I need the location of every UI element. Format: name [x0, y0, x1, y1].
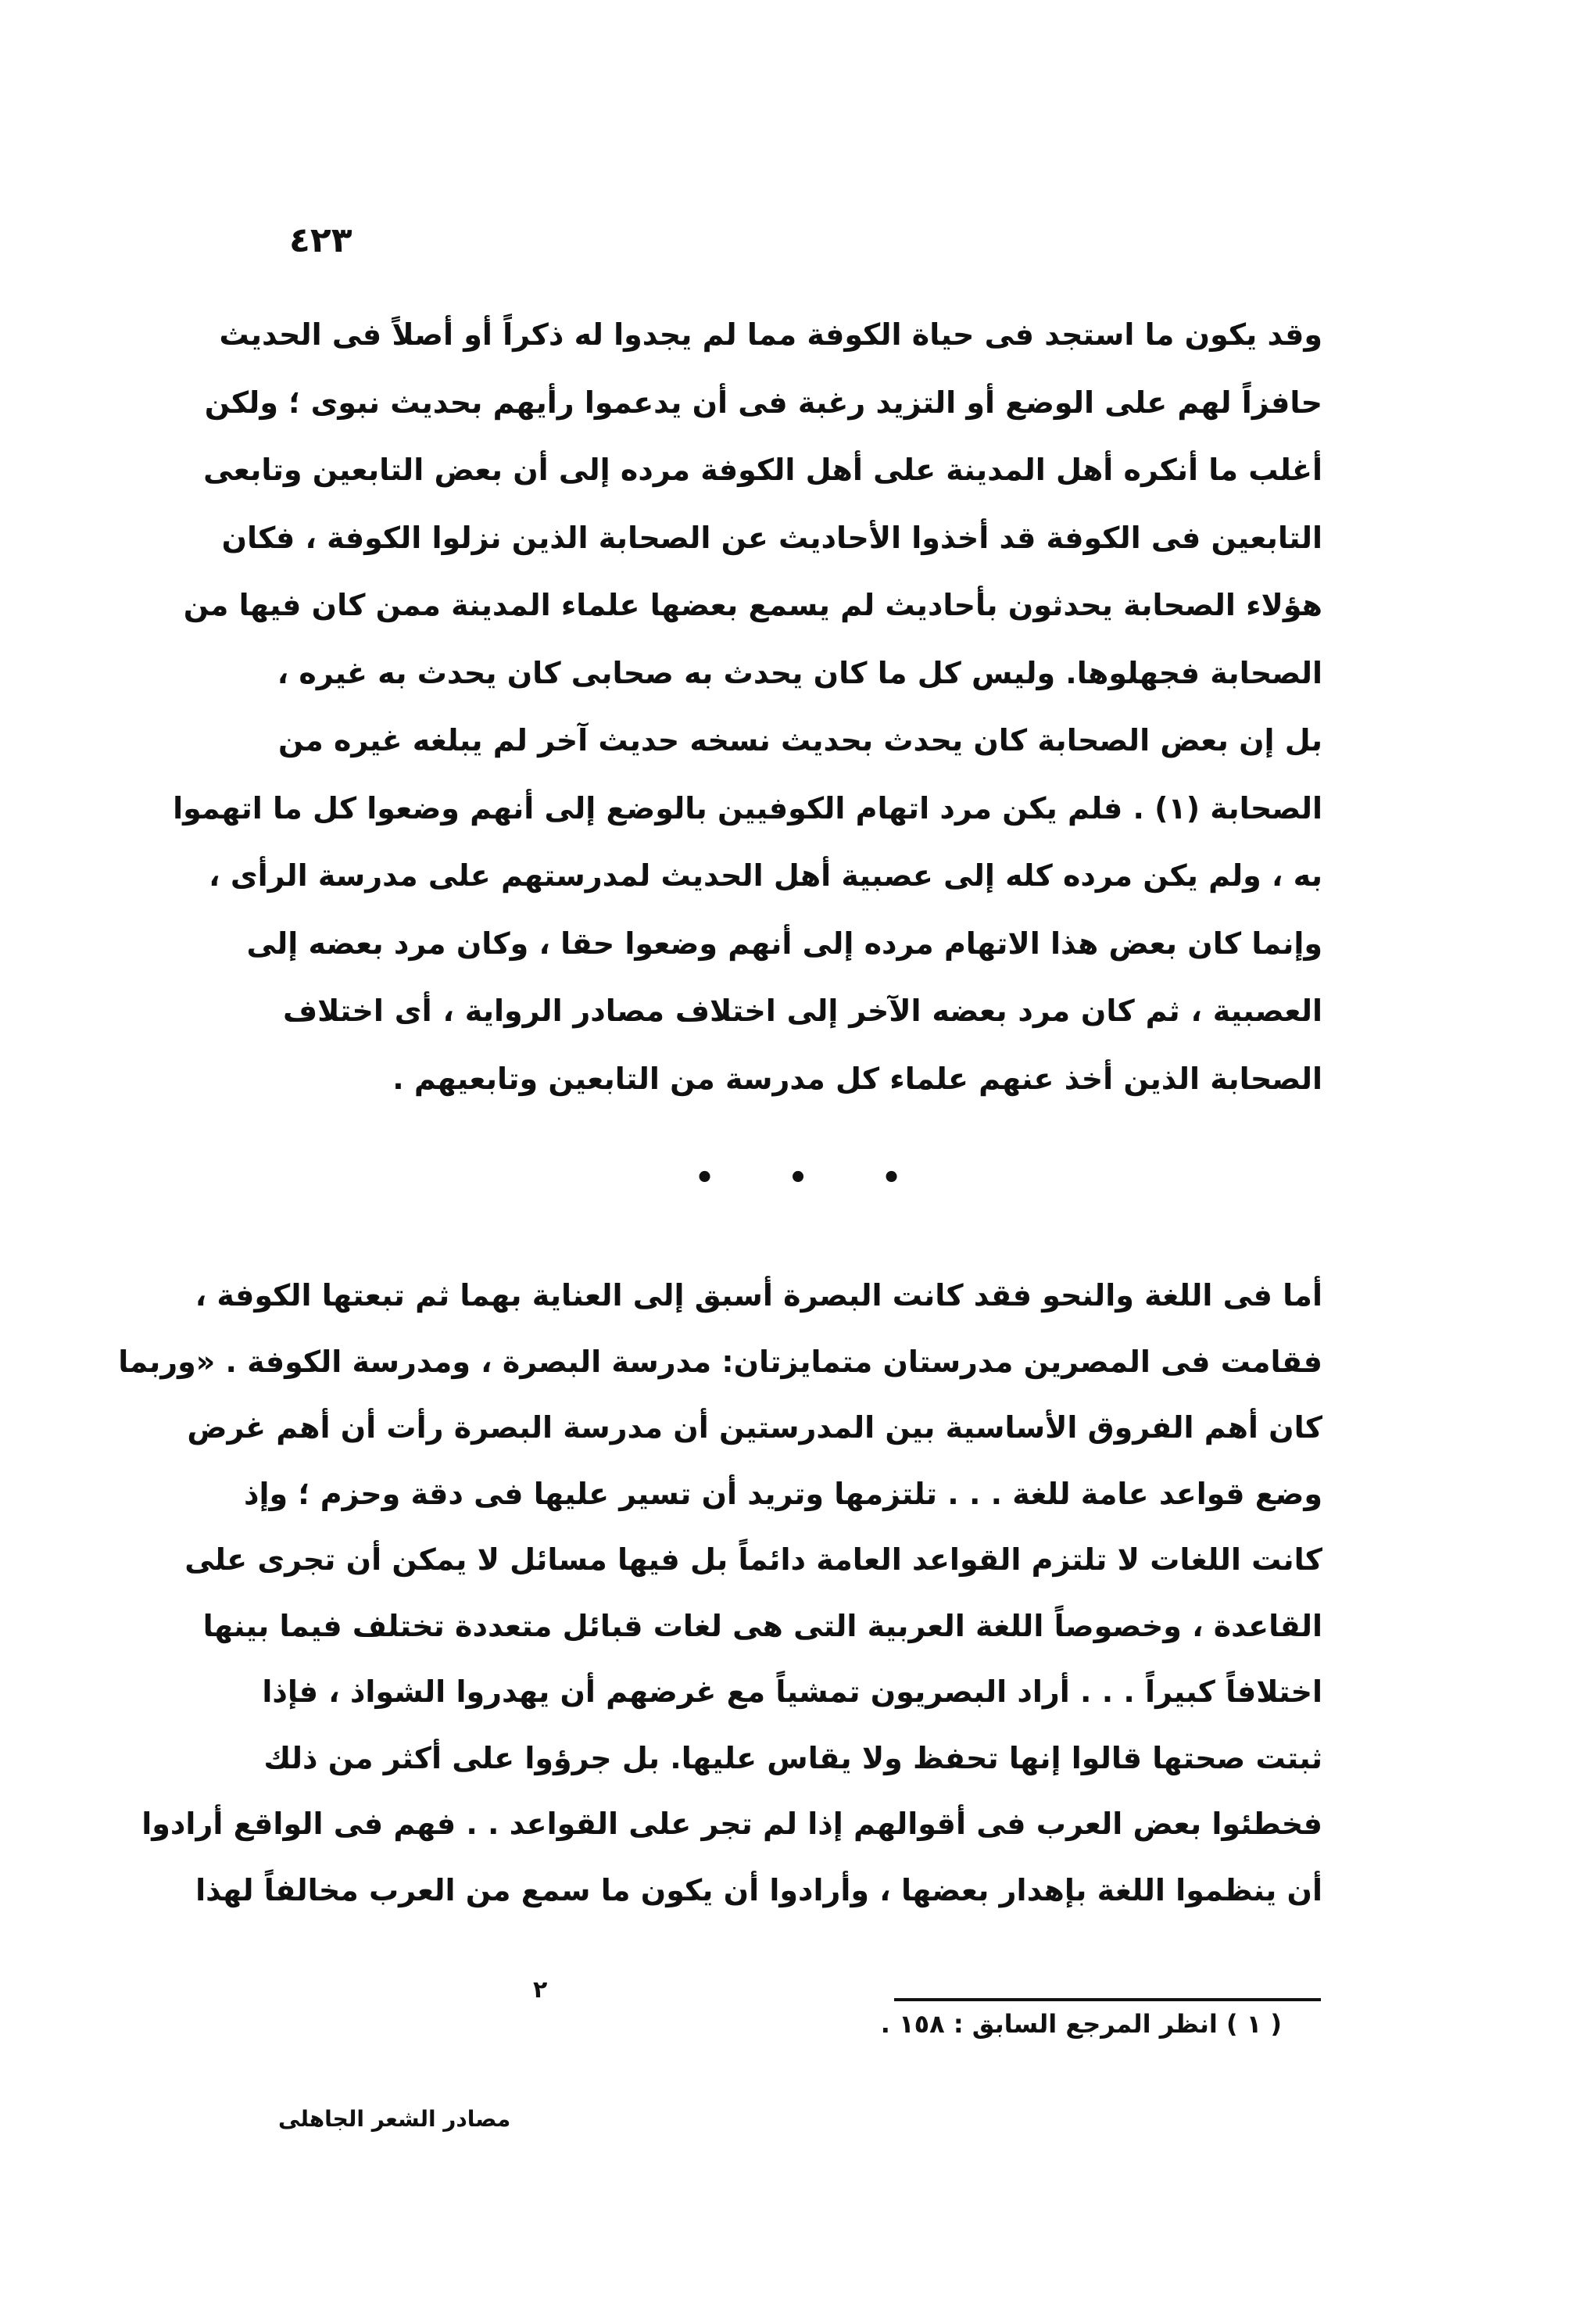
text-line: بل إن بعض الصحابة كان يحدث بحديث نسخه حديث آخر لم يبلغه غيره من [278, 723, 1322, 758]
text-line: كانت اللغات لا تلتزم القواعد العامة دائماً بل فيها مسائل لا يمكن أن تجرى على [184, 1542, 1322, 1577]
text-line: به ، ولم يكن مرده كله إلى عصبية أهل الحديث لمدرستهم على مدرسة الرأى ، [209, 858, 1322, 893]
text-line: التابعين فى الكوفة قد أخذوا الأحاديث عن الصحابة الذين نزلوا الكوفة ، فكان [221, 520, 1322, 555]
text-line: الصحابة فجهلوها. وليس كل ما كان يحدث به صحابى كان يحدث به غيره ، [277, 655, 1322, 690]
paragraph-1 [173, 301, 1322, 1112]
text-line: الصحابة (١) . فلم يكن مرد اتهام الكوفيين بالوضع إلى أنهم وضعوا كل ما اتهموا [173, 790, 1322, 826]
text-line: أما فى اللغة والنحو فقد كانت البصرة أسبق إلى العناية بهما ثم تبعتها الكوفة ، [195, 1278, 1322, 1313]
text-line: العصبية ، ثم كان مرد بعضه الآخر إلى اختلاف مصادر الرواية ، أى اختلاف [283, 994, 1322, 1028]
text-line: ثبتت صحتها قالوا إنها تحفظ ولا يقاس عليها. بل جرؤوا على أكثر من ذلك [263, 1740, 1322, 1775]
text-line: أن ينظموا اللغة بإهدار بعضها ، وأرادوا أن يكون ما سمع من العرب مخالفاً لهذا [195, 1872, 1322, 1907]
text-line: القاعدة ، وخصوصاً اللغة العربية التى هى لغات قبائل متعددة تختلف فيما بينها [202, 1608, 1322, 1643]
text-line: هؤلاء الصحابة يحدثون بأحاديث لم يسمع بعضها علماء المدينة ممن كان فيها من [183, 588, 1322, 622]
text-line: فقامت فى المصرين مدرستان متمايزتان: مدرسة البصرة ، ومدرسة الكوفة . «وربما [118, 1344, 1322, 1379]
text-line: كان أهم الفروق الأساسية بين المدرستين أن مدرسة البصرة رأت أن أهم غرض [187, 1410, 1322, 1445]
page-number: ٤٢٣ [289, 220, 352, 260]
text-line: وقد يكون ما استجد فى حياة الكوفة مما لم يجدوا له ذكراً أو أصلاً فى الحديث [219, 317, 1322, 352]
text-line: وضع قواعد عامة للغة . . . تلتزمها وتريد أن تسير عليها فى دقة وحزم ؛ وإذ [243, 1476, 1322, 1511]
text-line: اختلافاً كبيراً . . . أراد البصريون تمشياً مع غرضهم أن يهدروا الشواذ ، فإذا [262, 1674, 1322, 1709]
section-separator: • • • [694, 1160, 933, 1196]
paragraph-2 [118, 1263, 1322, 1923]
footnote: ( ١ ) انظر المرجع السابق : ١٥٨ . [880, 2009, 1282, 2039]
small-mark: ٢ [533, 1976, 548, 2004]
running-footer-title: مصادر الشعر الجاهلى [278, 2106, 511, 2132]
text-line: حافزاً لهم على الوضع أو التزيد رغبة فى أن يدعموا رأيهم بحديث نبوى ؛ ولكن [204, 385, 1322, 420]
text-line: أغلب ما أنكره أهل المدينة على أهل الكوفة مرده إلى أن بعض التابعين وتابعى [203, 453, 1322, 487]
text-line: الصحابة الذين أخذ عنهم علماء كل مدرسة من التابعين وتابعيهم . [392, 1061, 1322, 1096]
footnote-divider [894, 1998, 1321, 2001]
text-line: فخطئوا بعض العرب فى أقوالهم إذا لم تجر على القواعد . . فهم فى الواقع أرادوا [141, 1807, 1322, 1841]
text-line: وإنما كان بعض هذا الاتهام مرده إلى أنهم وضعوا حقا ، وكان مرد بعضه إلى [246, 926, 1322, 961]
